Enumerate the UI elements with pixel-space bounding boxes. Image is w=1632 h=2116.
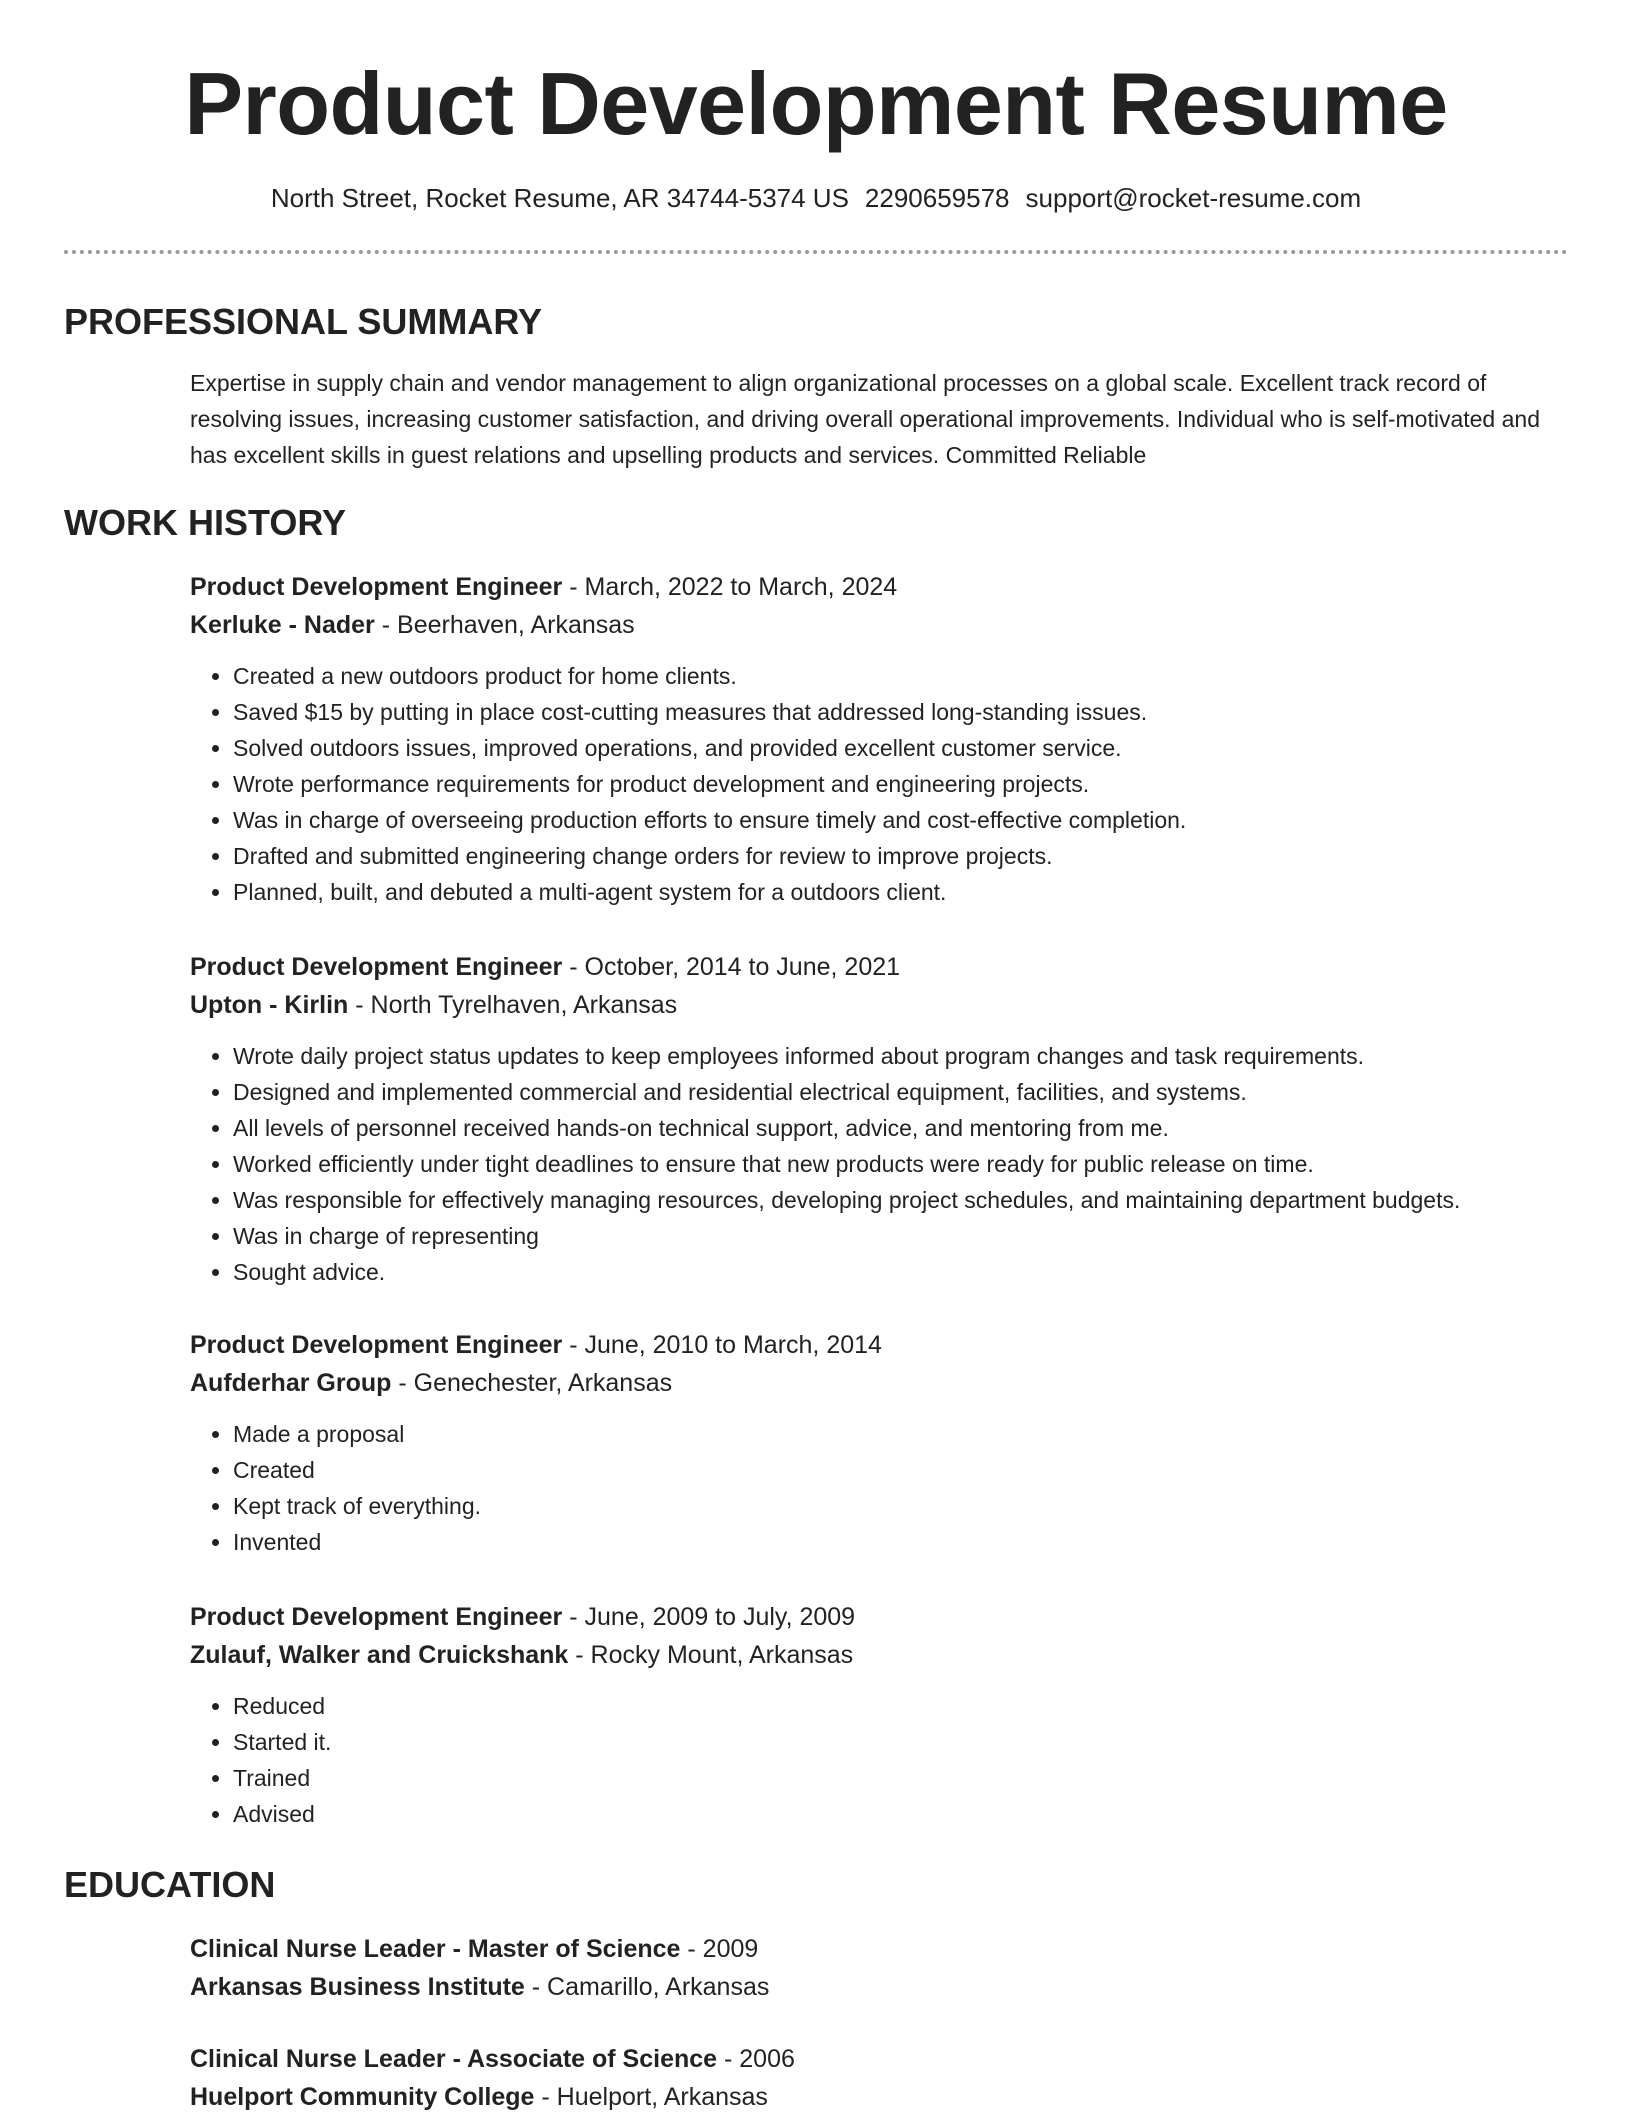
job-company: Kerluke - Nader — [190, 611, 375, 639]
job-company-line — [190, 986, 1590, 1024]
job-bullet-list — [190, 658, 1590, 910]
job-location: - Genechester, Arkansas — [391, 1369, 673, 1397]
list-item: • Was responsible for effectively managing resources, developing project schedules, and maintaining department budgets. — [233, 1182, 1590, 1218]
job-dates: - October, 2014 to June, 2021 — [562, 953, 901, 981]
list-item: • Created — [233, 1452, 1590, 1488]
education-degree-line — [190, 1930, 1590, 1968]
list-item: • All levels of personnel received hands-on technical support, advice, and mentoring from me. — [233, 1110, 1590, 1146]
section-title-summary: PROFESSIONAL SUMMARY — [64, 301, 543, 342]
education-year: - 2009 — [680, 1935, 759, 1963]
list-item: • Trained — [233, 1760, 1590, 1796]
job-bullet-list — [190, 1038, 1590, 1290]
job-dates: - June, 2010 to March, 2014 — [562, 1331, 882, 1359]
job-title-line — [190, 568, 1590, 606]
job-role: Product Development Engineer — [190, 573, 563, 601]
job-company: Zulauf, Walker and Cruickshank — [190, 1641, 569, 1669]
section-title-work-history: WORK HISTORY — [64, 502, 347, 543]
job-bullet-list — [190, 1416, 1590, 1560]
job-dates: - June, 2009 to July, 2009 — [562, 1603, 856, 1631]
list-item: • Reduced — [233, 1688, 1590, 1724]
summary-text: Expertise in supply chain and vendor management to align organizational processes on a global scale. Excellent track record of resolving issues, increasing customer satisfaction, and driving overall operational improvements. Individual who is self-motivated and has excellent skills in guest relations and upselling products and services. Committed Reliable — [190, 370, 1540, 468]
list-item: • Was in charge of overseeing production efforts to ensure timely and cost-effective completion. — [233, 802, 1590, 838]
education-school-line — [190, 2078, 1590, 2116]
list-item: • Sought advice. — [233, 1254, 1590, 1290]
list-item: • Wrote daily project status updates to keep employees informed about program changes and task requirements. — [233, 1038, 1590, 1074]
education-location: - Camarillo, Arkansas — [524, 1973, 770, 2001]
job-dates: - March, 2022 to March, 2024 — [562, 573, 898, 601]
education-year: - 2006 — [717, 2045, 795, 2073]
list-item: • Kept track of everything. — [233, 1488, 1590, 1524]
list-item: • Started it. — [233, 1724, 1590, 1760]
job-company-line — [190, 1636, 1590, 1674]
list-item: • Worked efficiently under tight deadlines to ensure that new products were ready for public release on time. — [233, 1146, 1590, 1182]
job-location: - Beerhaven, Arkansas — [374, 611, 635, 639]
list-item: • Drafted and submitted engineering change orders for review to improve projects. — [233, 838, 1590, 874]
education-entry — [190, 1930, 1590, 2006]
list-item: • Wrote performance requirements for product development and engineering projects. — [233, 766, 1590, 802]
education-location: - Huelport, Arkansas — [534, 2083, 768, 2111]
job-company-line — [190, 1364, 1590, 1402]
list-item: • Created a new outdoors product for home clients. — [233, 658, 1590, 694]
education-degree: Clinical Nurse Leader - Master of Science — [190, 1935, 681, 1963]
contact-email: support@rocket-resume.com — [1025, 183, 1362, 213]
job-entry — [190, 1326, 1590, 1560]
job-location: - Rocky Mount, Arkansas — [568, 1641, 854, 1669]
job-entry — [190, 1598, 1590, 1832]
job-entry — [190, 568, 1590, 910]
job-role: Product Development Engineer — [190, 1331, 563, 1359]
education-school: Huelport Community College — [190, 2083, 535, 2111]
section-title-education: EDUCATION — [64, 1864, 276, 1905]
list-item: • Designed and implemented commercial and residential electrical equipment, facilities, and systems. — [233, 1074, 1590, 1110]
job-bullet-list — [190, 1688, 1590, 1832]
job-company: Aufderhar Group — [190, 1369, 392, 1397]
job-title-line — [190, 948, 1590, 986]
job-location: - North Tyrelhaven, Arkansas — [348, 991, 678, 1019]
education-school: Arkansas Business Institute — [190, 1973, 525, 2001]
job-company-line — [190, 606, 1590, 644]
education-degree: Clinical Nurse Leader - Associate of Science — [190, 2045, 718, 2073]
resume-title: Product Development Resume — [184, 54, 1448, 153]
list-item: • Solved outdoors issues, improved operations, and provided excellent customer service. — [233, 730, 1590, 766]
header-divider — [64, 250, 1568, 254]
job-company: Upton - Kirlin — [190, 991, 349, 1019]
education-degree-line — [190, 2040, 1590, 2078]
education-school-line — [190, 1968, 1590, 2006]
list-item: • Advised — [233, 1796, 1590, 1832]
list-item: • Invented — [233, 1524, 1590, 1560]
list-item: • Was in charge of representing — [233, 1218, 1590, 1254]
contact-phone: 2290659578 — [864, 183, 1010, 213]
list-item: • Saved $15 by putting in place cost-cutting measures that addressed long-standing issues. — [233, 694, 1590, 730]
job-entry — [190, 948, 1590, 1290]
job-title-line — [190, 1326, 1590, 1364]
contact-line — [0, 180, 1632, 216]
contact-address: North Street, Rocket Resume, AR 34744-5374 US — [270, 183, 849, 213]
education-entry — [190, 2040, 1590, 2116]
list-item: • Made a proposal — [233, 1416, 1590, 1452]
job-title-line — [190, 1598, 1590, 1636]
job-role: Product Development Engineer — [190, 1603, 563, 1631]
job-role: Product Development Engineer — [190, 953, 563, 981]
list-item: • Planned, built, and debuted a multi-agent system for a outdoors client. — [233, 874, 1590, 910]
